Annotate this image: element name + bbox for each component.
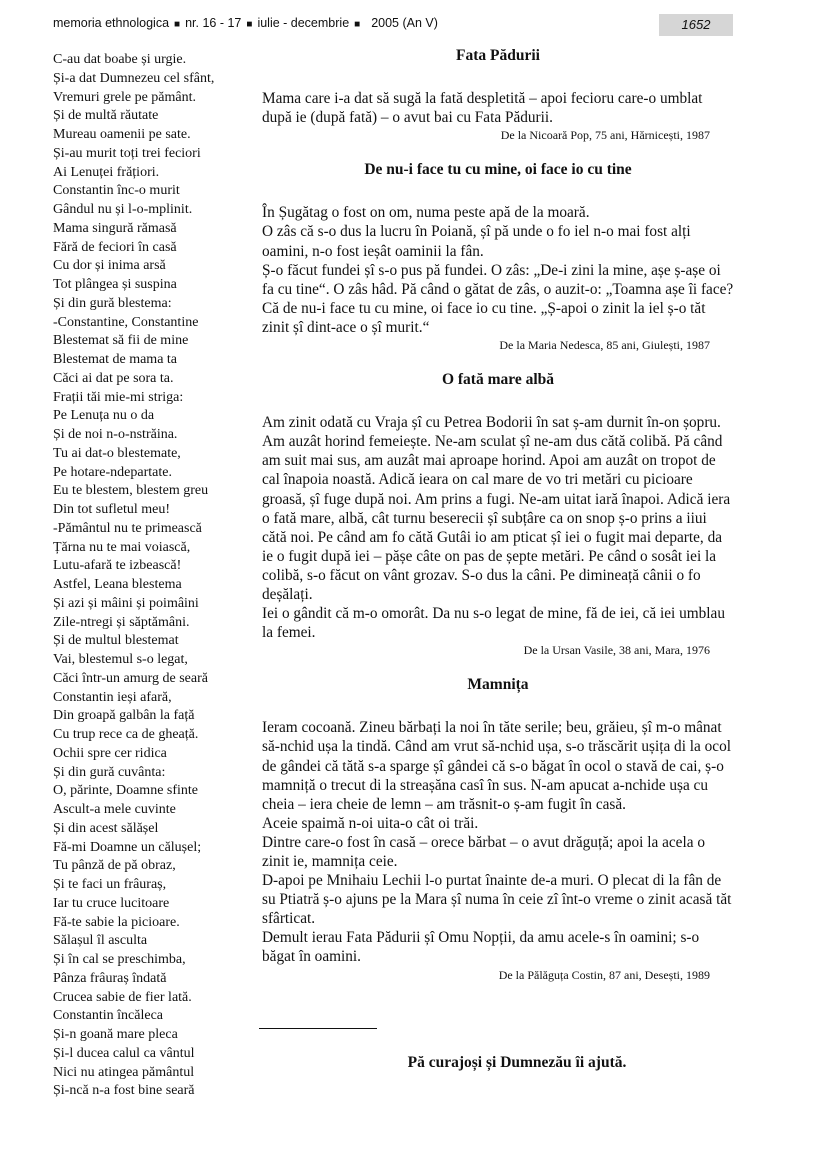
page-header (53, 14, 733, 38)
story-paragraph: Am zinit odată cu Vraja șî cu Petrea Bodorii în sat ș-am durnit în-on șopru. Am auzât horind femeiește. Ne-am sculat șî ne-am dus cătă colibă. Pă când am suit mai sus, am auzât mai aproape horind. Apoi am auzât on tropot de cal înapoia noastă. Adică ieara on cal mare de vo tri metări cu picioare groasă, șî fuge după noi. Am prins a fugi. Ne-am uitat iară înapoi. Adică iera o fată mare, albă, cât turnu beserecii șî subțâre ca on snop ș-o prins a iiui cătă noi. Pe când am fo cătă Gutâi io am pticat șî iei o fugit mai departe, da ie o fugit după iei – pășe câte on pas de șepte metări. Pe când o sosât iei la colibă, s-o făcut on vânt grozav. S-o dus la câni. Pe dimineață cânii o fo deșălați. (262, 414, 731, 603)
poem-line: Și te faci un frâuraș, (53, 877, 167, 892)
poem-line: Vai, blestemul s-o legat, (53, 652, 188, 667)
poem-line: Și de multă răutate (53, 108, 159, 124)
story-title: Mamnița (467, 676, 529, 694)
poem-line: Ochii spre cer ridica (53, 745, 167, 761)
poem-line: Blestemat de mama ta (53, 352, 178, 367)
poem-line: Gândul nu și l-o-mplinit. (53, 202, 193, 217)
poem-line: Și în cal se preschimba, (53, 952, 186, 967)
story-body (262, 718, 734, 966)
poem-line: Constantin înc-o murit (53, 183, 180, 199)
issue-number: nr. 16 - 17 (185, 16, 242, 30)
poem-line: Frații tăi mie-mi striga: (53, 389, 184, 405)
story-paragraph: O zâs că s-o dus la lucru în Poiană, șî pă unde o fo iel n-o mai fost alți oamini, n-o fost ieșât oaminii la fân. (262, 223, 691, 260)
story-paragraph: Ș-o făcut fundei șî s-o pus pă fundei. O zâs: „De-i zini la mine, așe ș-așe oi fa cu tine“. O zâs hâd. Pă când o gătat de zâs, o auzit-o: „Toamna așe îi face? Că de nu-i face tu cu mine, oi face io cu tine. „Ș-apoi o zinit la iel ș-o tăt zinit șî dint-ace o șî murit.“ (262, 261, 734, 336)
closing-proverb: Pă curajoși și Dumnezău îi ajută. (407, 1054, 627, 1071)
poem-line: Și-ncă n-a fost bine seară (53, 1083, 195, 1099)
poem-line: Și de multul blestemat (53, 633, 179, 649)
poem-line: Crucea sabie de fier lată. (53, 989, 192, 1005)
journal-name: memoria ethnologica (53, 16, 170, 30)
story-body (262, 89, 734, 127)
poem-line: Ascult-a mele cuvinte (53, 802, 176, 817)
poem-line: Iar tu cruce lucitoare (53, 895, 170, 911)
poem-line: Constantin ieși afară, (53, 689, 172, 705)
story-paragraph: Dintre care-o fost în casă – orece bărbat – o avut drăguță; apoi la acela o zinit ie, mamnița ceie. (262, 833, 705, 870)
story-paragraph: Aceie spaimă n-oi uita-o cât oi trăi. (262, 814, 479, 832)
separator-icon: ■ (246, 19, 253, 30)
story-body (262, 203, 734, 337)
poem-line: -Constantine, Constantine (53, 314, 199, 330)
poem-line: Din tot sufletul meu! (53, 502, 171, 517)
poem-line: Zile-ntregi și săptămâni. (53, 614, 190, 630)
poem-line: C-au dat boabe și urgie. (53, 52, 187, 67)
journal-header-line (53, 16, 438, 30)
poem-line: Țărna nu te mai voiască, (53, 539, 191, 555)
poem-line: Tu pânză de pă obraz, (53, 858, 176, 874)
story-title: De nu-i face tu cu mine, oi face io cu tine (364, 161, 632, 179)
separator-icon: ■ (354, 19, 361, 30)
poem-line: Pe Lenuța nu o da (53, 408, 155, 424)
story-paragraph: Mama care i-a dat să sugă la fată despletită – apoi fecioru care-o umblat după ie (după fată) – o avut bai cu Fata Pădurii. (262, 90, 703, 127)
poem-line: Fără de feciori în casă (53, 239, 177, 255)
poem-line: Și din gură cuvânta: (53, 764, 166, 780)
footnote-divider (259, 1028, 377, 1029)
poem-line: Tot plângea și suspina (53, 277, 177, 292)
story-body (262, 413, 734, 642)
poem-line: Nici nu atingea pământul (53, 1064, 195, 1080)
poem-line: Ai Lenuței frățiori. (53, 164, 160, 180)
poem-column (53, 51, 263, 1101)
poem-line: Mama singură rămasă (53, 220, 177, 236)
poem-line: Căci ai dat pe sora ta. (53, 370, 174, 386)
story-paragraph: În Șugătag o fost on om, numa peste apă de la moară. (262, 204, 590, 222)
poem-line: Astfel, Leana blestema (53, 577, 182, 592)
story-source: De la Pălăguța Costin, 87 ani, Desești, 1989 (498, 967, 710, 982)
poem-line: Și de noi n-o-nstrăina. (53, 427, 178, 442)
poem-line: Eu te blestem, blestem greu (53, 483, 209, 499)
story-paragraph: Ieram cocoană. Zineu bărbați la noi în tăte serile; beu, grăieu, șî m-o mânat să-nchid ușa la tindă. Când am vrut să-nchid ușa, s-o trăscărit ușița di la ocol de gândei că tătă s-a sparge șî gândei că s-o băgat în ocol o stavă de cai, ș-o mamniță o trecut di la streașăna casî în sus. N-am apucat a-nchide ușa cu cheia – iera cheie de lemn – am trăsnit-o ș-am fugit în casă. (262, 719, 731, 813)
story-paragraph: Iei o gândit că m-o omorât. Da nu s-o legat de mine, fă de iei, că iei umblau la femei. (262, 605, 725, 642)
poem-line: Cu dor și inima arsă (53, 258, 166, 274)
poem-line: Vremuri grele pe pământ. (53, 89, 196, 105)
poem-line: O, părinte, Doamne sfinte (53, 783, 199, 799)
issue-period: iulie - decembrie (257, 16, 350, 30)
story-source: De la Nicoară Pop, 75 ani, Hărnicești, 1987 (500, 128, 710, 143)
poem-line: Pânza frâuraș îndată (53, 970, 167, 986)
separator-icon: ■ (174, 19, 181, 30)
poem-line: Pe hotare-ndepartate. (53, 464, 172, 480)
poem-line: Căci într-un amurg de seară (53, 670, 208, 686)
issue-year: 2005 (An V) (371, 16, 438, 30)
poem-line: Fă-mi Doamne un călușel; (53, 839, 202, 855)
poem-line: Lutu-afară te izbească! (53, 558, 182, 574)
story-paragraph: Demult ierau Fata Pădurii șî Omu Nopții, da amu acele-s în oamini; s-o băgat în oamini. (262, 929, 700, 966)
poem-line: Și-au murit toți trei feciori (53, 145, 201, 161)
poem-line: Constantin încăleca (53, 1008, 164, 1024)
story-paragraph: D-apoi pe Mnihaiu Lechii l-o purtat înainte de-a muri. O plecat di la fân de su Ptiatră ș-o ajuns pe la Mara șî numa în ceie zî înt-o vreme o zinit acasă tăt sfârticat. (262, 872, 732, 928)
poem-line: Sălașul îl asculta (53, 933, 148, 949)
stories-column (262, 46, 734, 983)
page-number: 1652 (659, 14, 733, 36)
story-title: Fata Pădurii (456, 47, 540, 64)
poem-line: Și din acest sălășel (53, 820, 159, 836)
poem-line: Tu ai dat-o blestemate, (53, 445, 181, 461)
poem-line: -Pământul nu te primească (53, 520, 202, 536)
story-title: O fată mare albă (441, 371, 555, 389)
poem-line: Și-n goană mare pleca (53, 1027, 178, 1042)
poem-line: Și din gură blestema: (53, 295, 172, 311)
story-source: De la Ursan Vasile, 38 ani, Mara, 1976 (523, 643, 710, 658)
poem-line: Fă-te sabie la picioare. (53, 914, 180, 930)
poem-line: Și-l ducea calul ca vântul (53, 1045, 195, 1061)
story-source: De la Maria Nedesca, 85 ani, Giulești, 1987 (499, 338, 710, 353)
poem-line: Din groapă galbân la față (53, 708, 195, 724)
poem-line: Blestemat să fii de mine (53, 333, 189, 349)
poem-line: Și-a dat Dumnezeu cel sfânt, (53, 70, 215, 86)
poem-line: Cu trup rece ca de gheață. (53, 727, 199, 742)
poem-line: Mureau oamenii pe sate. (53, 127, 191, 142)
poem-line: Și azi și mâini și poimâini (53, 595, 199, 611)
